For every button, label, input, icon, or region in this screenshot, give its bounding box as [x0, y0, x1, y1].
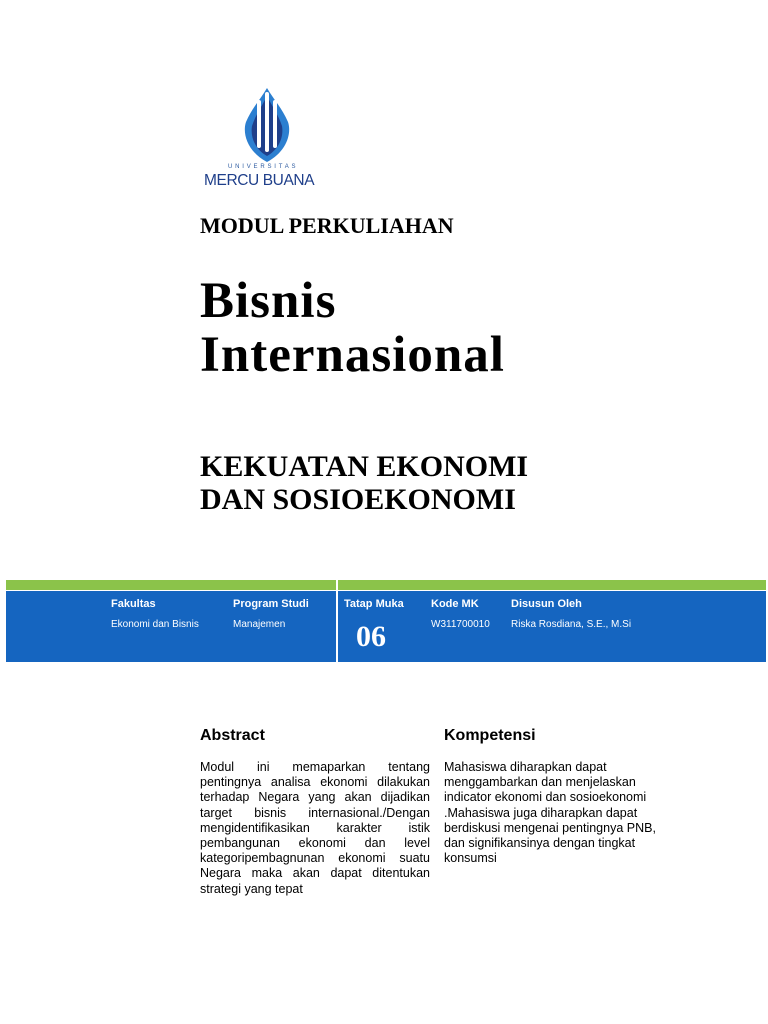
module-label: MODUL PERKULIAHAN: [200, 213, 454, 238]
tatap-muka-label: Tatap Muka: [344, 598, 404, 610]
university-logo: [200, 86, 332, 194]
mercu-buana-emblem-icon: [242, 86, 292, 164]
disusun-oleh-value: Riska Rosdiana, S.E., M.Si: [511, 619, 632, 630]
disusun-oleh-label: Disusun Oleh: [511, 598, 582, 610]
info-bar-divider: [336, 580, 338, 662]
kode-mk-value: W311700010: [431, 619, 490, 630]
tatap-muka-value: 06: [356, 620, 386, 653]
fakultas-value: Ekonomi dan Bisnis: [111, 619, 199, 630]
abstract-body: Modul ini memaparkan tentang pentingnya analisa ekonomi dilakukan terhadap Negara yang akan dijadikan target bisnis internasional./Dengan mengidentifikasikan karakter istik pembangunan ekonomi dan level kategoripembagnunan ekonomi suatu Negara maka akan dapat ditentukan strategi yang tepat: [200, 760, 430, 896]
fakultas-label: Fakultas: [111, 598, 156, 610]
program-studi-label: Program Studi: [233, 598, 309, 610]
logo-brand-name: MERCU BUANA: [204, 172, 315, 189]
course-title: [200, 274, 505, 382]
module-subtitle: [200, 450, 528, 516]
info-bar-accent-stripe: [6, 580, 766, 590]
abstract-heading: Abstract: [200, 727, 265, 744]
course-title-line-1: Bisnis: [200, 273, 337, 329]
course-title-line-2: Internasional: [200, 327, 505, 383]
kompetensi-body: Mahasiswa diharapkan dapat menggambarkan dan menjelaskan indicator ekonomi dan sosioekonomi .Mahasiswa juga diharapkan dapat berdiskusi mengenai pentingnya PNB, dan signifikansinya dengan tingkat konsumsi: [444, 760, 656, 866]
program-studi-value: Manajemen: [233, 619, 286, 630]
module-subtitle-line-1: KEKUATAN EKONOMI: [200, 450, 529, 483]
kompetensi-heading: Kompetensi: [444, 727, 536, 744]
kode-mk-label: Kode MK: [431, 598, 479, 610]
module-subtitle-line-2: DAN SOSIOEKONOMI: [200, 483, 516, 516]
logo-university-label: UNIVERSITAS: [228, 164, 299, 170]
